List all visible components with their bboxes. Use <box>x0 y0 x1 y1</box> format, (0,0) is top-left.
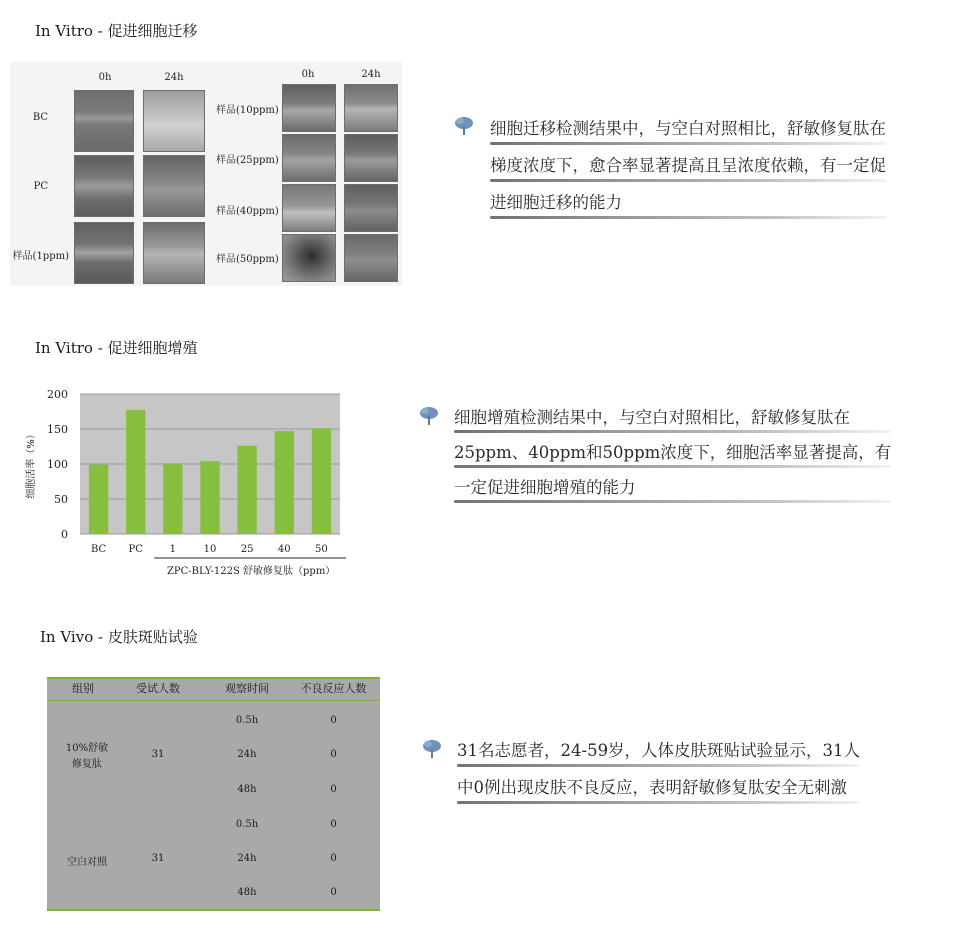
table-cell-time: 48h <box>237 887 257 898</box>
table-header-reactions: 不良反应人数 <box>300 682 367 695</box>
table-cell-group-2: 空白对照 <box>67 857 107 868</box>
bar-25 <box>237 446 256 534</box>
x-tick-label: BC <box>90 544 107 555</box>
bar-40 <box>275 431 294 534</box>
micrograph-25ppm-24h <box>344 134 398 182</box>
col-header-left-0h: 0h <box>98 72 112 83</box>
table-cell-reaction: 0 <box>330 715 337 726</box>
table-cell-count-2: 31 <box>151 853 165 864</box>
micrograph-50ppm-24h <box>344 234 398 282</box>
row-label-pc: PC <box>33 181 48 192</box>
table-cell-time: 0.5h <box>235 819 259 830</box>
migration-image-panel <box>10 62 402 286</box>
tree-icon <box>418 405 440 427</box>
x-tick-label: 10 <box>203 544 217 555</box>
x-tick-label: PC <box>128 544 143 555</box>
y-tick-label: 50 <box>54 493 68 506</box>
proliferation-note-line-1: 细胞增殖检测结果中，与空白对照相比，舒敏修复肽在 <box>454 400 891 435</box>
table-header-time: 观察时间 <box>225 682 269 695</box>
patch-test-note-line-1: 31名志愿者，24-59岁，人体皮肤斑贴试验显示，31人 <box>457 732 860 769</box>
micrograph-10ppm-0h <box>282 84 336 132</box>
col-header-right-0h: 0h <box>301 69 315 80</box>
micrograph-10ppm-24h <box>344 84 398 132</box>
micrograph-1ppm-0h <box>74 222 134 284</box>
micrograph-pc-24h <box>143 155 205 217</box>
section-title-migration: In Vitro - 促进细胞迁移 <box>35 22 198 40</box>
x-tick-label: 25 <box>240 544 254 555</box>
tree-icon <box>421 738 443 760</box>
patch-test-note <box>457 732 860 806</box>
table-cell-time: 0.5h <box>235 715 259 726</box>
migration-note-line-3: 进细胞迁移的能力 <box>490 184 886 221</box>
section-title-patch-test: In Vivo - 皮肤斑贴试验 <box>40 628 198 646</box>
table-cell-time: 24h <box>237 749 257 760</box>
x-axis-label: ZPC-BLY-122S 舒敏修复肽（ppm） <box>166 566 336 577</box>
row-label-sample-25ppm: 样品(25ppm) <box>216 155 279 166</box>
section-title-proliferation: In Vitro - 促进细胞增殖 <box>35 339 198 357</box>
patch-test-note-line-2: 中0例出现皮肤不良反应，表明舒敏修复肽安全无刺激 <box>457 769 860 806</box>
y-tick-label: 200 <box>47 388 68 401</box>
bar-BC <box>89 465 108 534</box>
micrograph-1ppm-24h <box>143 222 205 284</box>
table-header-group: 组别 <box>72 682 94 695</box>
bar-50 <box>312 428 331 534</box>
table-cell-reaction: 0 <box>330 819 337 830</box>
proliferation-note-line-3: 一定促进细胞增殖的能力 <box>454 470 891 505</box>
table-header-subjects: 受试人数 <box>136 682 180 695</box>
micrograph-bc-24h <box>143 90 205 152</box>
row-label-sample-50ppm: 样品(50ppm) <box>216 254 279 265</box>
micrograph-40ppm-0h <box>282 184 336 232</box>
micrograph-50ppm-0h <box>282 234 336 282</box>
row-label-sample-1ppm: 样品(1ppm) <box>12 251 69 262</box>
micrograph-40ppm-24h <box>344 184 398 232</box>
row-label-sample-40ppm: 样品(40ppm) <box>216 206 279 217</box>
patch-test-table <box>47 677 380 911</box>
y-tick-label: 0 <box>61 528 68 541</box>
x-tick-label: 50 <box>315 544 328 555</box>
table-cell-reaction: 0 <box>330 887 337 898</box>
table-cell-time: 24h <box>237 853 257 864</box>
col-header-left-24h: 24h <box>164 72 184 83</box>
tree-icon <box>453 115 475 137</box>
bar-PC <box>126 410 145 534</box>
micrograph-pc-0h <box>74 155 134 217</box>
migration-note-line-1: 细胞迁移检测结果中，与空白对照相比，舒敏修复肽在 <box>490 110 886 147</box>
proliferation-note <box>454 400 891 505</box>
y-tick-label: 150 <box>47 423 68 436</box>
x-tick-label: 1 <box>169 544 177 555</box>
micrograph-bc-0h <box>74 90 134 152</box>
migration-note-line-2: 梯度浓度下，愈合率显著提高且呈浓度依赖，有一定促 <box>490 147 886 184</box>
table-cell-reaction: 0 <box>330 784 337 795</box>
col-header-right-24h: 24h <box>361 69 381 80</box>
migration-note <box>490 110 886 221</box>
proliferation-note-line-2: 25ppm、40ppm和50ppm浓度下，细胞活率显著提高，有 <box>454 435 891 470</box>
y-tick-label: 100 <box>47 458 68 471</box>
y-axis-label: 细胞活率（%） <box>26 429 37 499</box>
row-label-sample-10ppm: 样品(10ppm) <box>216 105 279 116</box>
x-tick-label: 40 <box>277 544 291 555</box>
bar-10 <box>200 461 219 534</box>
bar-1 <box>163 463 182 534</box>
table-header-divider <box>47 700 380 701</box>
table-cell-count-1: 31 <box>151 749 165 760</box>
table-cell-time: 48h <box>237 784 257 795</box>
table-cell-group-1: 10%舒敏 修复肽 <box>65 743 109 770</box>
row-label-bc: BC <box>32 112 48 123</box>
proliferation-bar-chart <box>20 380 360 580</box>
table-cell-reaction: 0 <box>330 853 337 864</box>
table-cell-reaction: 0 <box>330 749 337 760</box>
micrograph-25ppm-0h <box>282 134 336 182</box>
